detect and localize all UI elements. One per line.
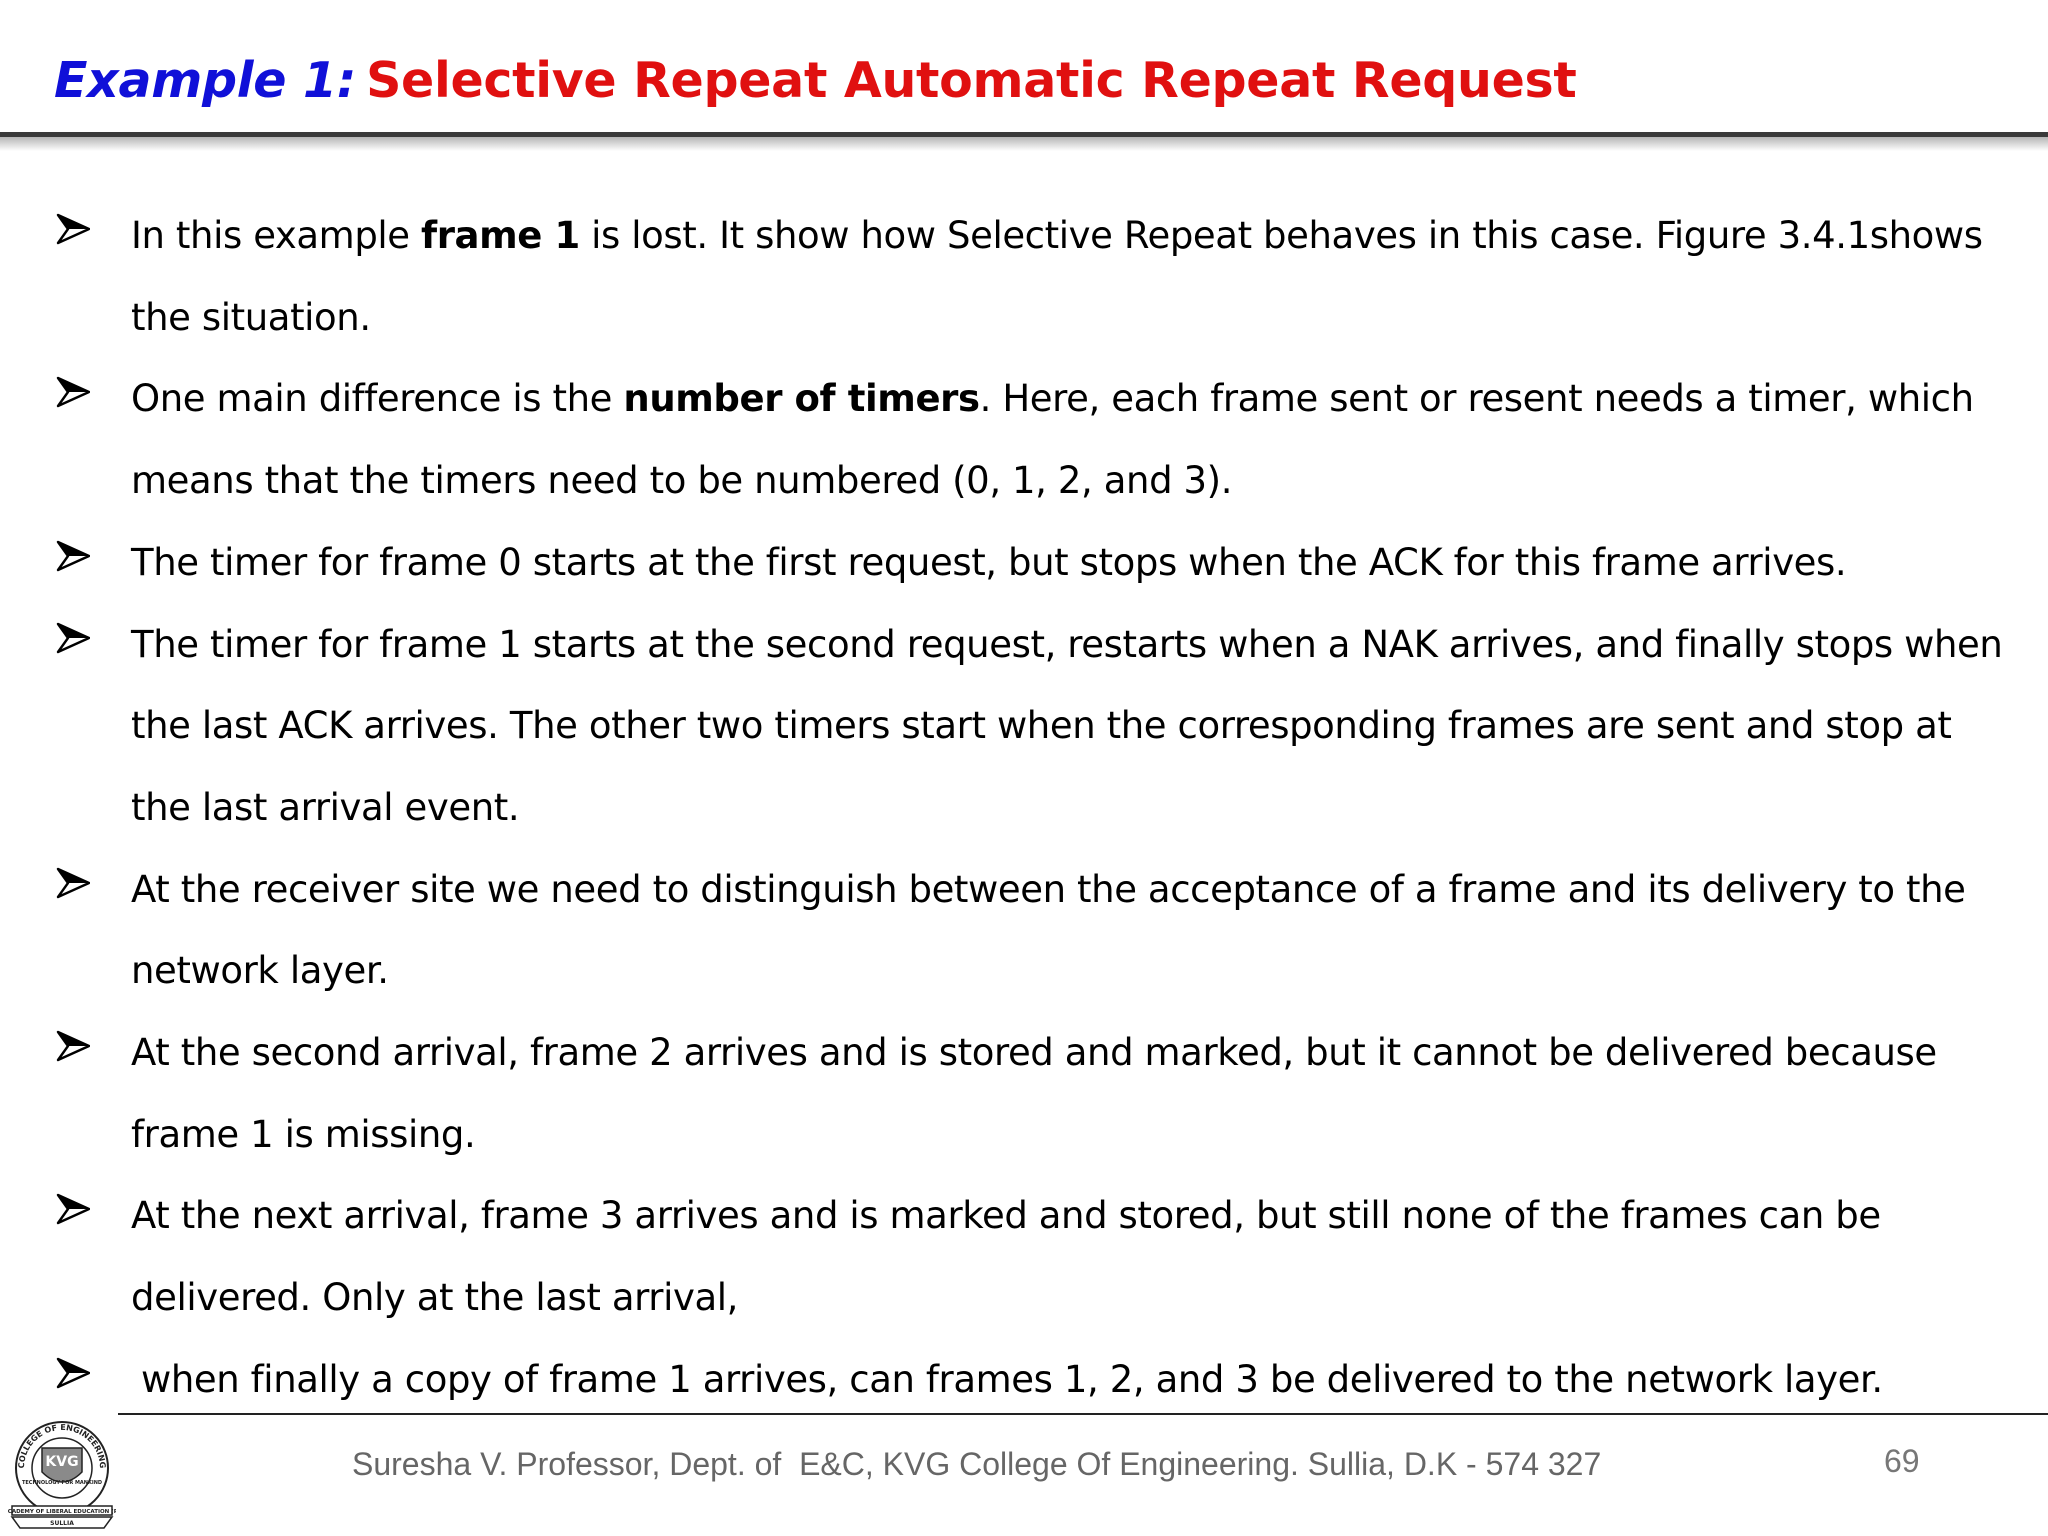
bullet-item xyxy=(0,1175,2048,1338)
slide-title-prefix: Example 1: xyxy=(54,52,357,109)
bullet-item xyxy=(0,195,2048,358)
bullet-item xyxy=(0,1012,2048,1175)
page-number: 69 xyxy=(1884,1443,1920,1479)
college-logo xyxy=(8,1418,116,1530)
bullet-text: At the next arrival, frame 3 arrives and is marked and stored, but still none of the frames can be delivered. Only at the last arrival, xyxy=(131,1194,1881,1320)
svg-text:SULLIA: SULLIA xyxy=(50,1520,74,1527)
footer-author-line: Suresha V. Professor, Dept. of E&C, KVG College Of Engineering. Sullia, D.K - 574 327 xyxy=(352,1446,1602,1482)
svg-text:KVG: KVG xyxy=(45,1454,79,1470)
bullet-arrow-icon xyxy=(56,622,90,654)
footer-divider xyxy=(118,1413,2048,1415)
bullet-item xyxy=(0,604,2048,849)
svg-text:TECHNOLOGY FOR MANKIND: TECHNOLOGY FOR MANKIND xyxy=(21,1480,103,1486)
bullet-text: At the second arrival, frame 2 arrives and is stored and marked, but it cannot be delivered because frame 1 is missing. xyxy=(131,1031,1937,1156)
title-divider-shadow xyxy=(0,137,2048,151)
svg-text:COLLEGE OF ENGINEERING: COLLEGE OF ENGINEERING xyxy=(16,1422,108,1469)
bullet-arrow-icon xyxy=(56,540,90,572)
bullet-item xyxy=(0,358,2048,521)
bullet-item xyxy=(0,849,2048,1012)
college-logo-icon xyxy=(8,1418,116,1530)
bullet-text: when finally a copy of frame 1 arrives, can frames 1, 2, and 3 be delivered to the network layer. xyxy=(141,1357,1883,1401)
bullet-item xyxy=(0,522,2048,604)
bullet-text: At the receiver site we need to distinguish between the acceptance of a frame and its delivery to the network layer. xyxy=(131,867,1966,993)
bullet-list xyxy=(0,195,2048,1421)
bullet-arrow-icon xyxy=(56,213,90,245)
slide-title-main: Selective Repeat Automatic Repeat Request xyxy=(366,52,1577,109)
svg-text:ACADEMY OF LIBERAL EDUCATION (: ACADEMY OF LIBERAL EDUCATION (R) xyxy=(8,1509,116,1515)
bullet-text: The timer for frame 0 starts at the first request, but stops when the ACK for this frame arrives. xyxy=(131,540,1847,584)
bullet-item xyxy=(0,1339,2048,1421)
bullet-text: One main difference is the number of timers. Here, each frame sent or resent needs a timer, which means that the timers need to be numbered (0, 1, 2, and 3). xyxy=(131,377,1974,503)
bullet-text: In this example frame 1 is lost. It show how Selective Repeat behaves in this case. Figure 3.4.1shows the situation. xyxy=(131,214,1983,339)
bullet-arrow-icon xyxy=(56,1357,90,1389)
bullet-text: The timer for frame 1 starts at the second request, restarts when a NAK arrives, and finally stops when the last ACK arrives. The other two timers start when the corresponding frames are sent and stop at the last arrival event. xyxy=(131,622,2003,829)
bullet-arrow-icon xyxy=(56,1193,90,1225)
bullet-arrow-icon xyxy=(56,1030,90,1062)
bullet-arrow-icon xyxy=(56,376,90,408)
slide-title xyxy=(54,52,1577,109)
bullet-arrow-icon xyxy=(56,867,90,899)
